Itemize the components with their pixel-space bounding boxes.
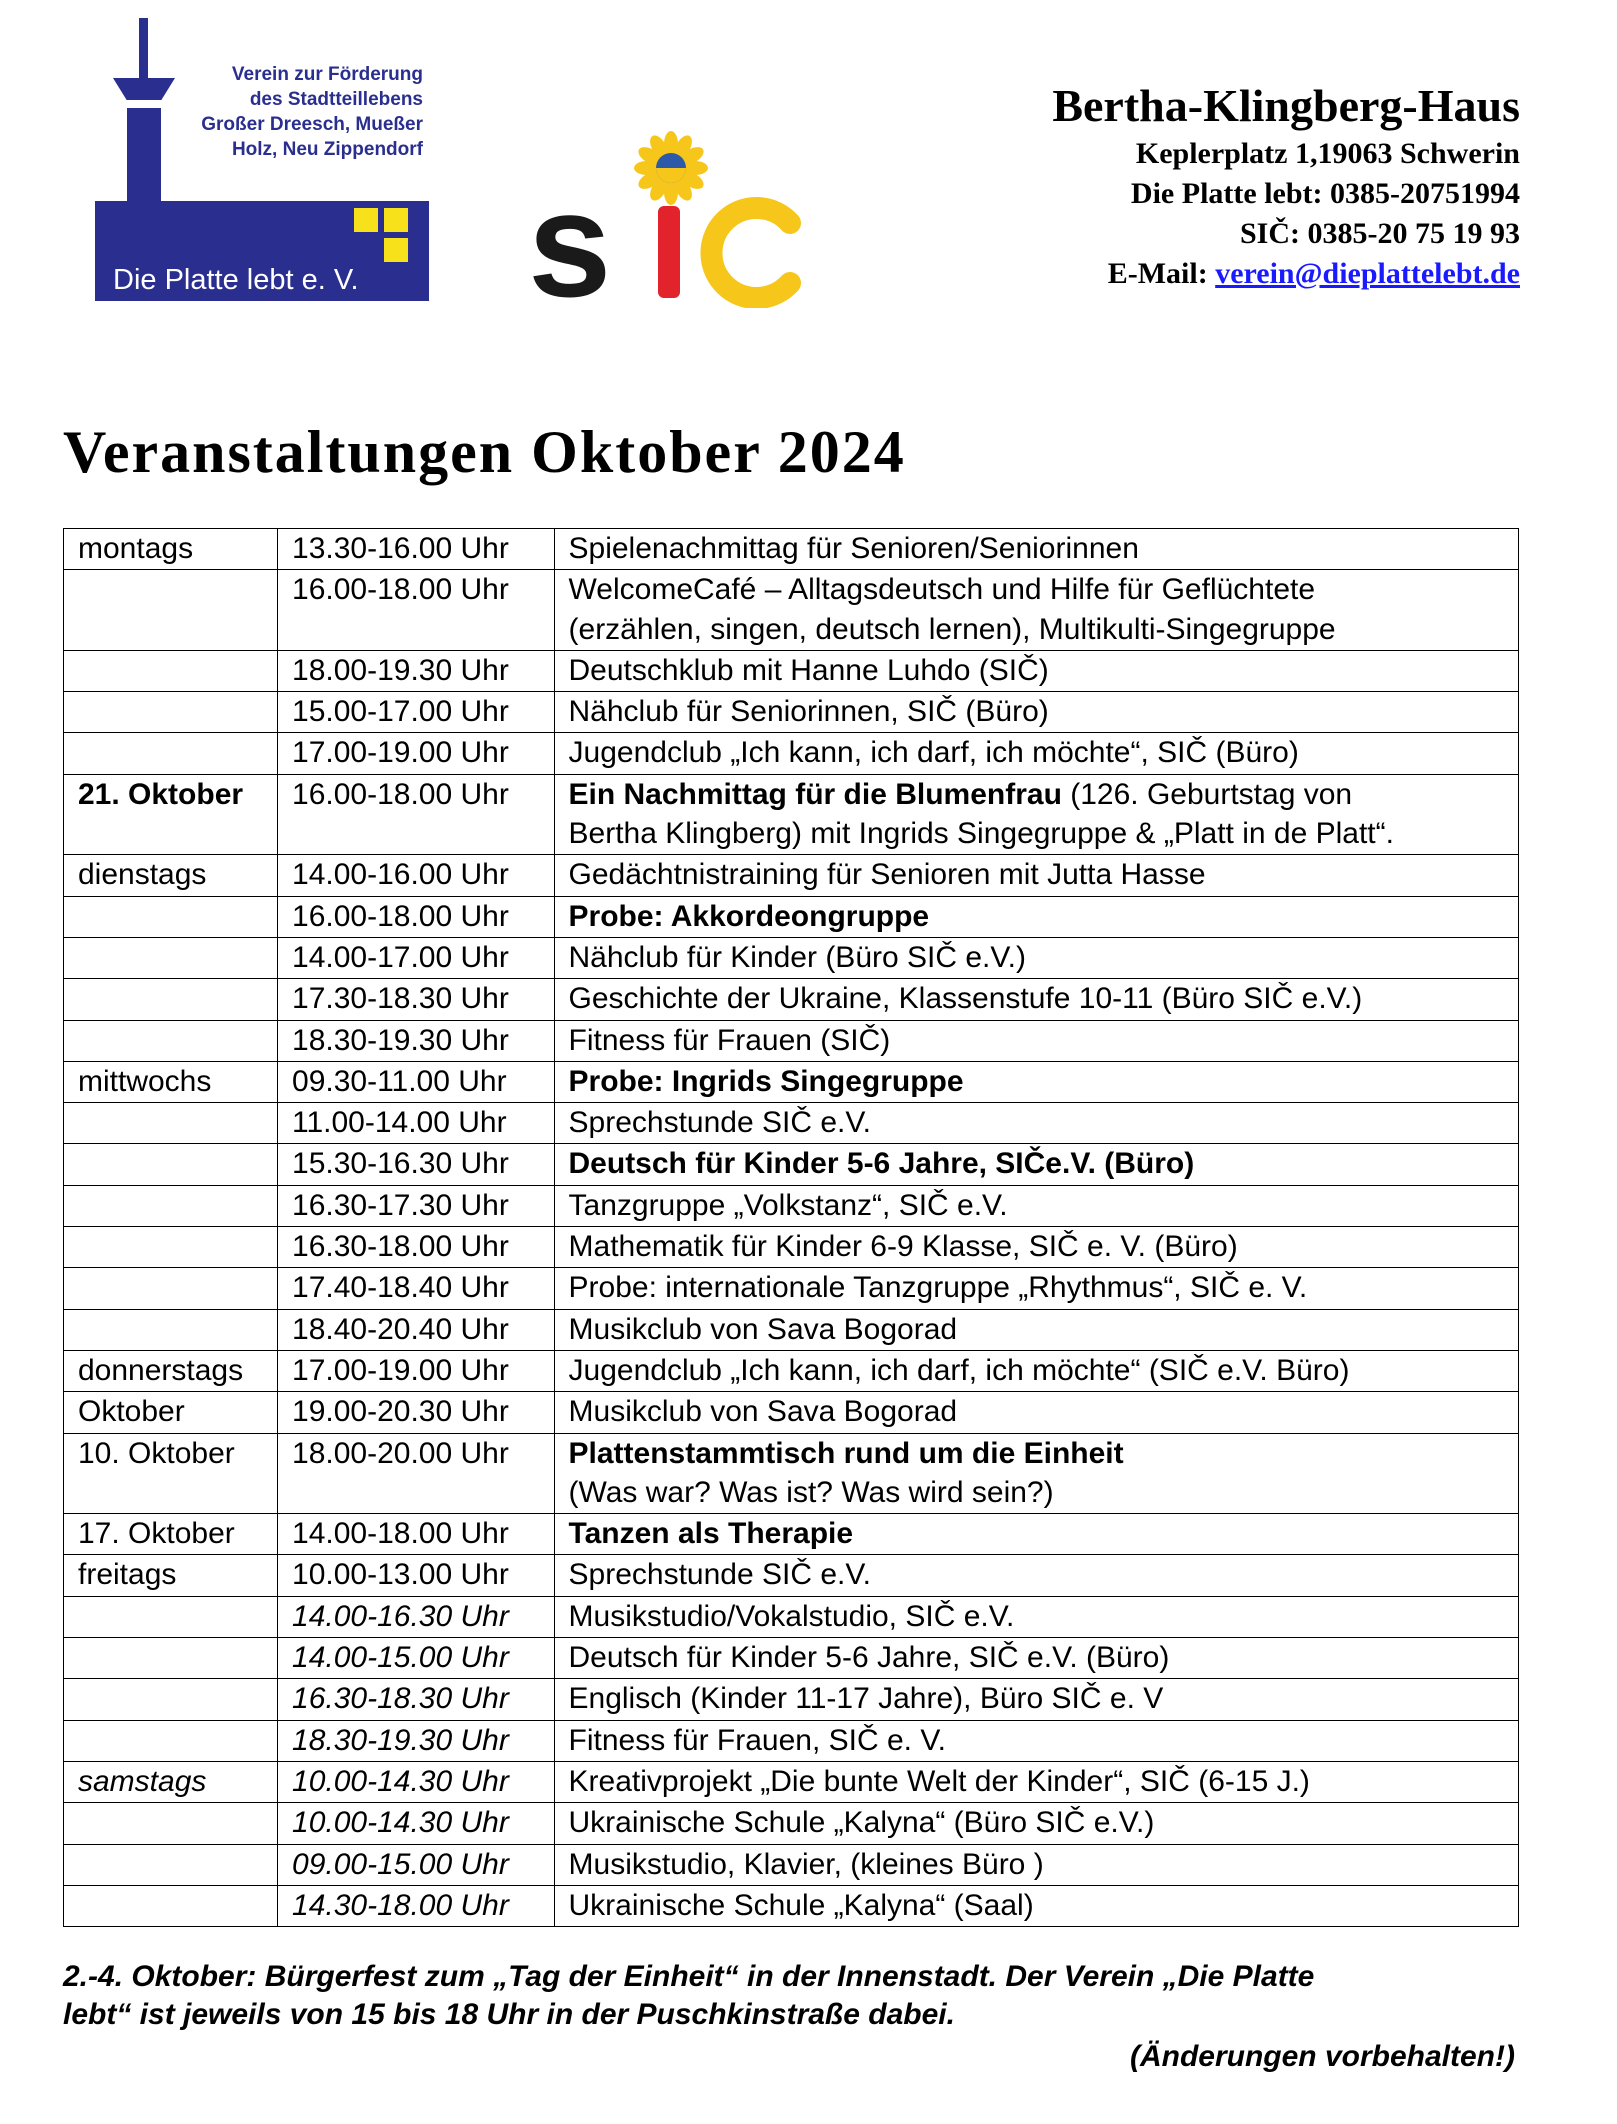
event-description [554, 1350, 1518, 1391]
event-text: Englisch (Kinder 11-17 Jahre), Büro SIČ e. V [568, 1682, 1164, 1716]
event-time: 16.00-18.00 Uhr [278, 570, 555, 651]
event-text: Nähclub für Kinder (Büro SIČ e.V.) [568, 940, 1026, 974]
event-text: Musikclub von Sava Bogorad [568, 1395, 958, 1429]
event-day [64, 1103, 278, 1144]
event-description [554, 855, 1518, 896]
event-day: donnerstags [64, 1350, 278, 1391]
event-description [554, 1185, 1518, 1226]
event-day [64, 1679, 278, 1720]
event-description [554, 937, 1518, 978]
event-time: 17.00-19.00 Uhr [278, 733, 555, 774]
event-description [554, 733, 1518, 774]
footer-line: 2.-4. Oktober: Bürgerfest zum „Tag der Einheit“ in der Innenstadt. Der Verein „Die Platte [63, 1960, 1315, 1993]
event-time: 17.00-19.00 Uhr [278, 1350, 555, 1391]
event-description [554, 896, 1518, 937]
event-text: Spielenachmittag für Senioren/Seniorinnen [568, 532, 1139, 565]
event-row [64, 1350, 1519, 1391]
event-description [554, 1720, 1518, 1761]
phone-verein: Die Platte lebt: 0385-20751994 [1130, 177, 1520, 210]
logo-line: des Stadtteillebens [249, 89, 423, 110]
event-day [64, 1596, 278, 1637]
verein-logo [95, 18, 435, 301]
event-row [64, 1514, 1519, 1555]
event-text: Probe: internationale Tanzgruppe „Rhythmus“, SIČ e. V. [568, 1271, 1308, 1305]
event-row [64, 529, 1519, 570]
event-time: 17.30-18.30 Uhr [278, 979, 555, 1020]
event-time: 18.40-20.40 Uhr [278, 1309, 555, 1350]
event-row [64, 1885, 1519, 1926]
event-day [64, 692, 278, 733]
tower-mast [139, 18, 148, 78]
logo-text [193, 62, 423, 162]
event-row [64, 1392, 1519, 1433]
event-description [554, 1761, 1518, 1802]
event-row [64, 1061, 1519, 1102]
event-row [64, 1761, 1519, 1802]
event-row [64, 1433, 1519, 1514]
event-time: 10.00-13.00 Uhr [278, 1555, 555, 1596]
event-time: 10.00-14.30 Uhr [278, 1803, 555, 1844]
events-table [63, 528, 1519, 1927]
yellow-squares-icon [354, 208, 412, 266]
event-text: Ukrainische Schule „Kalyna“ (Büro SIČ e.V.) [568, 1806, 1155, 1840]
event-time: 14.00-18.00 Uhr [278, 1514, 555, 1555]
event-text: Musikstudio/Vokalstudio, SIČ e.V. [568, 1599, 1015, 1633]
event-description [554, 1144, 1518, 1185]
email-line [1052, 254, 1520, 294]
event-day [64, 1227, 278, 1268]
event-description [554, 1392, 1518, 1433]
event-time: 16.30-18.00 Uhr [278, 1227, 555, 1268]
contact-block [1052, 78, 1520, 294]
event-description [554, 1514, 1518, 1555]
event-day: 17. Oktober [64, 1514, 278, 1555]
address: Keplerplatz 1,19063 Schwerin [1135, 137, 1520, 170]
event-text: Fitness für Frauen, SIČ e. V. [568, 1723, 946, 1757]
event-description [554, 570, 1518, 651]
sic-logo-graphic [528, 128, 818, 308]
event-description [554, 650, 1518, 691]
event-text: Mathematik für Kinder 6-9 Klasse, SIČ e. V. (Büro) [568, 1230, 1238, 1264]
event-row [64, 1720, 1519, 1761]
event-row [64, 937, 1519, 978]
event-time: 19.00-20.30 Uhr [278, 1392, 555, 1433]
event-time: 18.00-19.30 Uhr [278, 650, 555, 691]
event-row [64, 1144, 1519, 1185]
event-row [64, 979, 1519, 1020]
event-text: (126. Geburtstag von [1061, 777, 1353, 811]
event-text-continued: Bertha Klingberg) mit Ingrids Singegruppe & „Platt in de Platt“. [568, 817, 1394, 851]
event-time: 14.30-18.00 Uhr [278, 1885, 555, 1926]
event-row [64, 1103, 1519, 1144]
event-day: samstags [64, 1761, 278, 1802]
event-text: Deutschklub mit Hanne Luhdo (SIČ) [568, 653, 1049, 687]
events-body [64, 529, 1519, 1927]
event-day [64, 1803, 278, 1844]
house-name: Bertha-Klingberg-Haus [1052, 80, 1520, 131]
event-title: Ein Nachmittag für die Blumenfrau [568, 777, 1062, 811]
event-day: dienstags [64, 855, 278, 896]
event-description [554, 1103, 1518, 1144]
event-description [554, 1596, 1518, 1637]
event-text: Tanzgruppe „Volkstanz“, SIČ e.V. [568, 1188, 1008, 1222]
event-row [64, 855, 1519, 896]
event-text: Sprechstunde SIČ e.V. [568, 1558, 871, 1592]
event-day [64, 1185, 278, 1226]
event-time: 16.00-18.00 Uhr [278, 774, 555, 855]
event-time: 09.30-11.00 Uhr [278, 1061, 555, 1102]
event-description [554, 1433, 1518, 1514]
event-time: 09.00-15.00 Uhr [278, 1844, 555, 1885]
svg-text:s: s [528, 160, 612, 308]
event-row [64, 1268, 1519, 1309]
event-title: Deutsch für Kinder 5-6 Jahre, SIČe.V. (Büro) [568, 1147, 1195, 1181]
event-text: Ukrainische Schule „Kalyna“ (Saal) [568, 1888, 1034, 1922]
event-text: WelcomeCafé – Alltagsdeutsch und Hilfe für Geflüchtete [568, 573, 1316, 607]
event-text: Musikstudio, Klavier, (kleines Büro ) [568, 1847, 1044, 1881]
event-description [554, 1227, 1518, 1268]
event-day [64, 650, 278, 691]
event-row [64, 1020, 1519, 1061]
event-day [64, 1309, 278, 1350]
event-description [554, 1268, 1518, 1309]
event-time: 17.40-18.40 Uhr [278, 1268, 555, 1309]
event-row [64, 1227, 1519, 1268]
event-title: Tanzen als Therapie [568, 1517, 854, 1551]
event-text: Jugendclub „Ich kann, ich darf, ich möchte“, SIČ (Büro) [568, 736, 1299, 770]
tower-cup [113, 78, 175, 100]
event-text: Kreativprojekt „Die bunte Welt der Kinder“, SIČ (6-15 J.) [568, 1764, 1310, 1798]
event-time: 18.30-19.30 Uhr [278, 1020, 555, 1061]
event-row [64, 1844, 1519, 1885]
event-time: 13.30-16.00 Uhr [278, 529, 555, 570]
event-day [64, 1020, 278, 1061]
footer [63, 1958, 1523, 2076]
logo-line: Großer Dreesch, Mueßer [201, 114, 423, 135]
event-description [554, 1555, 1518, 1596]
event-description [554, 692, 1518, 733]
event-text: Gedächtnistraining für Senioren mit Jutta Hasse [568, 858, 1206, 892]
event-text: Deutsch für Kinder 5-6 Jahre, SIČ e.V. (Büro) [568, 1641, 1170, 1675]
email-label: E-Mail: [1107, 257, 1208, 290]
event-description [554, 979, 1518, 1020]
event-time: 16.30-18.30 Uhr [278, 1679, 555, 1720]
footer-note: (Änderungen vorbehalten!) [1129, 2040, 1515, 2073]
event-row [64, 570, 1519, 651]
event-row [64, 1555, 1519, 1596]
event-day [64, 733, 278, 774]
event-day [64, 1144, 278, 1185]
event-description [554, 1638, 1518, 1679]
sic-logo [528, 128, 818, 308]
event-description [554, 1679, 1518, 1720]
event-day [64, 937, 278, 978]
event-time: 14.00-16.30 Uhr [278, 1596, 555, 1637]
logo-line: Holz, Neu Zippendorf [231, 139, 423, 160]
event-time: 15.00-17.00 Uhr [278, 692, 555, 733]
event-row [64, 774, 1519, 855]
event-row [64, 1185, 1519, 1226]
logo-line: Verein zur Förderung [231, 64, 423, 85]
event-row [64, 692, 1519, 733]
event-time: 18.00-20.00 Uhr [278, 1433, 555, 1514]
event-row [64, 1309, 1519, 1350]
event-row [64, 650, 1519, 691]
event-time: 14.00-15.00 Uhr [278, 1638, 555, 1679]
event-row [64, 1596, 1519, 1637]
event-title: Probe: Akkordeongruppe [568, 899, 930, 933]
event-row [64, 1803, 1519, 1844]
event-time: 14.00-16.00 Uhr [278, 855, 555, 896]
event-text: Jugendclub „Ich kann, ich darf, ich möchte“ (SIČ e.V. Büro) [568, 1353, 1350, 1387]
event-day [64, 570, 278, 651]
event-description [554, 1309, 1518, 1350]
event-day [64, 1885, 278, 1926]
logo-name: Die Platte lebt e. V. [113, 264, 359, 296]
event-day [64, 979, 278, 1020]
event-day: mittwochs [64, 1061, 278, 1102]
event-day [64, 1638, 278, 1679]
event-title: Probe: Ingrids Singegruppe [568, 1064, 964, 1098]
footer-line: lebt“ ist jeweils von 15 bis 18 Uhr in der Puschkinstraße dabei. [63, 1998, 955, 2031]
event-row [64, 896, 1519, 937]
event-day: 21. Oktober [64, 774, 278, 855]
event-row [64, 1638, 1519, 1679]
event-day: Oktober [64, 1392, 278, 1433]
event-day [64, 896, 278, 937]
event-day: 10. Oktober [64, 1433, 278, 1514]
event-title: Plattenstammtisch rund um die Einheit [568, 1436, 1124, 1470]
event-description [554, 1020, 1518, 1061]
page-title: Veranstaltungen Oktober 2024 [63, 419, 906, 485]
event-day: montags [64, 529, 278, 570]
event-day: freitags [64, 1555, 278, 1596]
event-description [554, 1061, 1518, 1102]
event-text: Musikclub von Sava Bogorad [568, 1312, 958, 1346]
event-description [554, 774, 1518, 855]
event-time: 15.30-16.30 Uhr [278, 1144, 555, 1185]
event-description [554, 1844, 1518, 1885]
event-day [64, 1268, 278, 1309]
event-row [64, 1679, 1519, 1720]
event-time: 10.00-14.30 Uhr [278, 1761, 555, 1802]
event-row [64, 733, 1519, 774]
event-time: 18.30-19.30 Uhr [278, 1720, 555, 1761]
event-description [554, 1803, 1518, 1844]
event-time: 14.00-17.00 Uhr [278, 937, 555, 978]
event-day [64, 1720, 278, 1761]
event-text-continued: (Was war? Was ist? Was wird sein?) [568, 1475, 1054, 1509]
phone-sic: SIČ: 0385-20 75 19 93 [1239, 217, 1520, 250]
event-description [554, 1885, 1518, 1926]
event-text-continued: (erzählen, singen, deutsch lernen), Multikulti-Singegruppe [568, 612, 1336, 646]
email-link[interactable]: verein@dieplattelebt.de [1215, 257, 1520, 290]
event-day [64, 1844, 278, 1885]
event-time: 16.00-18.00 Uhr [278, 896, 555, 937]
event-time: 11.00-14.00 Uhr [278, 1103, 555, 1144]
event-text: Fitness für Frauen (SIČ) [568, 1023, 891, 1057]
event-time: 16.30-17.30 Uhr [278, 1185, 555, 1226]
tower-shaft [127, 108, 161, 208]
event-text: Geschichte der Ukraine, Klassenstufe 10-11 (Büro SIČ e.V.) [568, 982, 1363, 1016]
event-text: Sprechstunde SIČ e.V. [568, 1106, 871, 1140]
event-text: Nähclub für Seniorinnen, SIČ (Büro) [568, 695, 1049, 729]
event-description [554, 529, 1518, 570]
